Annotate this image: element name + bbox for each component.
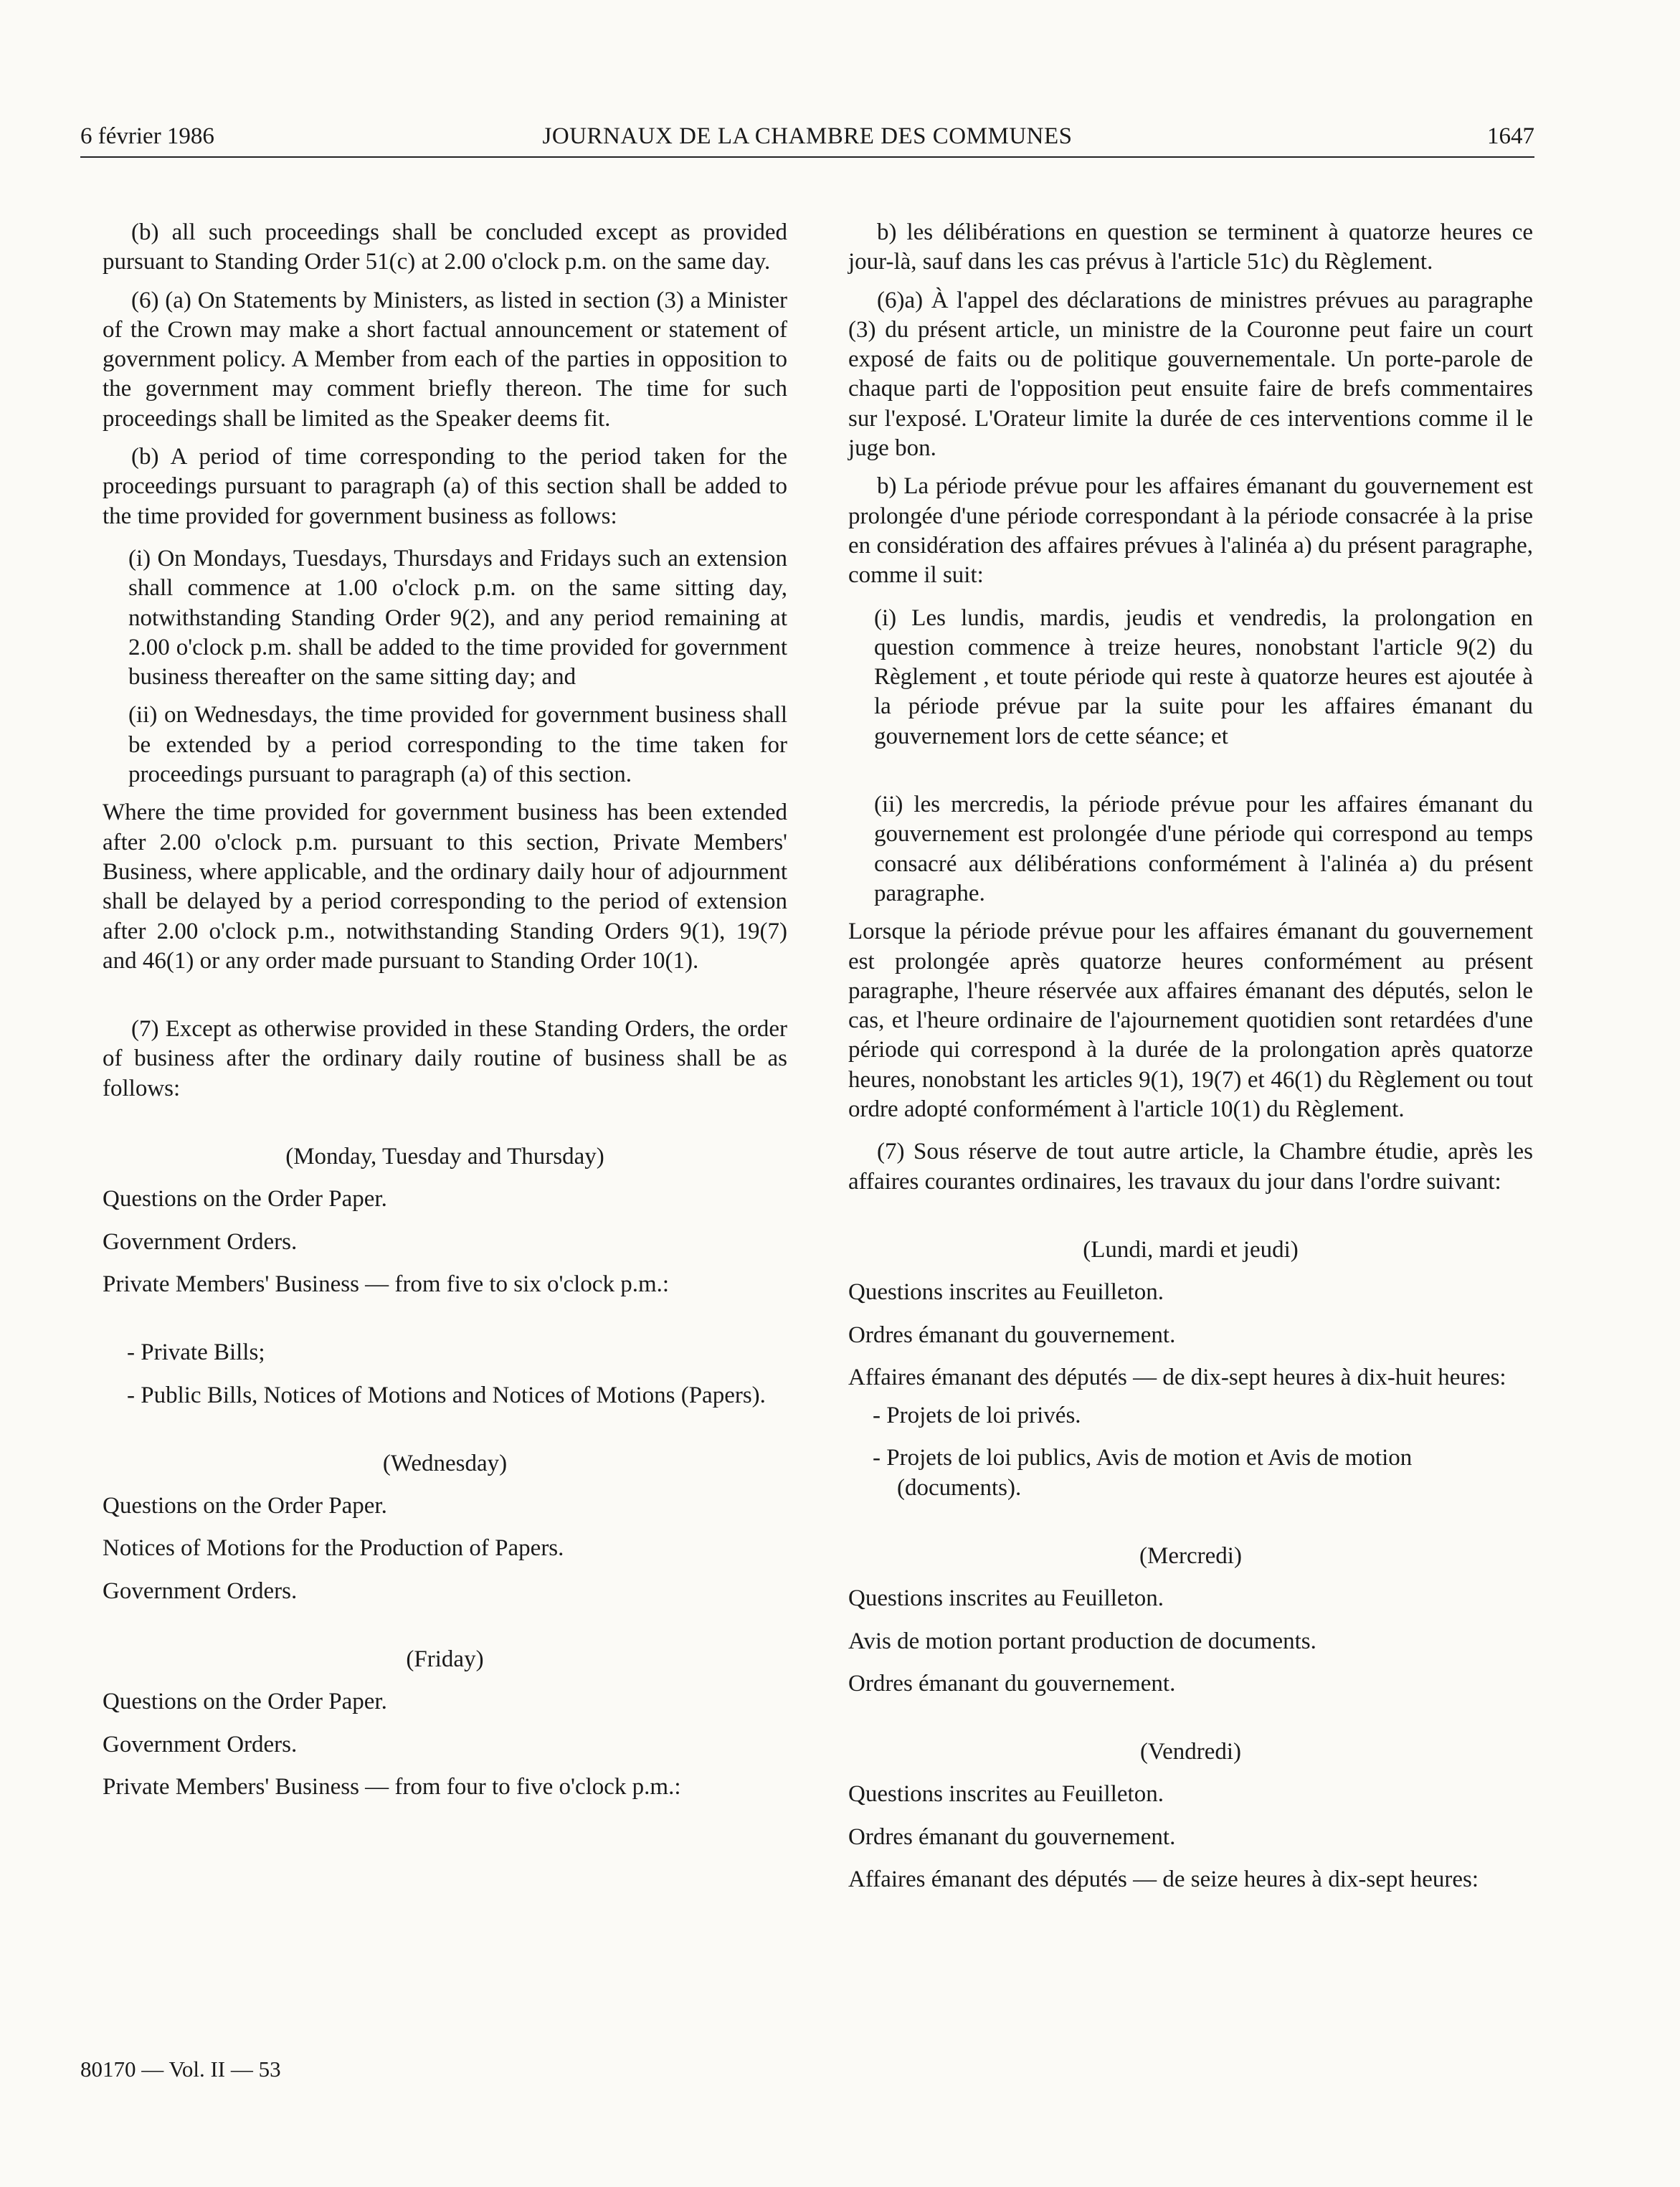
fr-para-6b: b) La période prévue pour les affaires émanant du gouvernement est prolongée d'une période correspondant à la période consacrée à la prise en considération des affaires prévues à l'alinéa a) du présent paragraphe, comme il suit:	[848, 473, 1533, 589]
en-friday-private-members: Private Members' Business — from four to five o'clock p.m.:	[103, 1773, 681, 1800]
en-para-b-concluded: (b) all such proceedings shall be concluded except as provided pursuant to Standing Order 51(c) at 2.00 o'clock p.m. on the same day.	[103, 219, 787, 275]
en-wednesday-government: Government Orders.	[103, 1578, 298, 1604]
fr-wednesday-government: Ordres émanant du gouvernement.	[848, 1670, 1176, 1697]
fr-para-lorsque: Lorsque la période prévue pour les affaires émanant du gouvernement est prolongée après quatorze heures conformément au présent paragraphe, l'heure réservée aux affaires émanant des députés, selon le cas, et l'heure ordinaire de l'ajournement quotidien sont retardées d'une période qui correspond à la durée de la prolongation après quatorze heures, nonobstant les articles 9(1), 19(7) et 46(1) du Règlement ou tout ordre adopté conformément à l'article 10(1) du Règlement.	[848, 919, 1533, 1123]
en-para-6b: (b) A period of time corresponding to the period taken for the proceedings pursuant to paragraph (a) of this section shall be added to the time provided for government business as follows:	[103, 444, 787, 529]
fr-para-6b-ii: (ii) les mercredis, la période prévue pour les affaires émanant du gouvernement est prolongée d'une période qui correspond au temps consacré aux délibérations conformément à l'alinéa a) du présent paragraphe.	[874, 792, 1533, 906]
en-monday-heading: (Monday, Tuesday and Thursday)	[285, 1144, 604, 1170]
fr-wednesday-questions: Questions inscrites au Feuilleton.	[848, 1585, 1164, 1612]
en-monday-government: Government Orders.	[103, 1228, 298, 1255]
en-monday-public-bills: - Public Bills, Notices of Motions and Notices of Motions (Papers).	[127, 1382, 766, 1408]
en-wednesday-notices: Notices of Motions for the Production of Papers.	[103, 1535, 564, 1562]
en-para-6a: (6) (a) On Statements by Ministers, as listed in section (3) a Minister of the Crown may make a short factual announcement or statement of government policy. A Member from each of the parties in opposition to the government may comment briefly thereon. The time for such proceedings shall be limited as the Speaker deems fit.	[103, 287, 787, 432]
fr-para-7: (7) Sous réserve de tout autre article, la Chambre étudie, après les affaires courantes ordinaires, les travaux du jour dans l'ordre suivant:	[848, 1139, 1533, 1195]
en-para-where: Where the time provided for government business has been extended after 2.00 o'clock p.m. pursuant to this section, Private Members' Business, where applicable, and the ordinary daily hour of adjournment shall be delayed by a period corresponding to the period of extension after 2.00 o'clock p.m., notwithstanding Standing Orders 9(1), 19(7) and 46(1) or any order made pursuant to Standing Order 10(1).	[103, 800, 787, 974]
fr-monday-government: Ordres émanant du gouvernement.	[848, 1322, 1176, 1348]
en-wednesday-questions: Questions on the Order Paper.	[103, 1493, 387, 1519]
header-date: 6 février 1986	[80, 123, 214, 149]
fr-monday-public-bills: - Projets de loi publics, Avis de motion et Avis de motion (documents).	[873, 1445, 1413, 1501]
fr-friday-private-members: Affaires émanant des députés — de seize heures à dix-sept heures:	[848, 1866, 1479, 1893]
en-friday-questions: Questions on the Order Paper.	[103, 1689, 387, 1715]
fr-friday-government: Ordres émanant du gouvernement.	[848, 1823, 1176, 1850]
french-column	[848, 218, 1533, 1894]
en-para-6b-ii: (ii) on Wednesdays, the time provided for government business shall be extended by a period corresponding to the time taken for proceedings pursuant to paragraph (a) of this section.	[128, 702, 787, 788]
en-monday-questions: Questions on the Order Paper.	[103, 1186, 387, 1213]
fr-para-6a: (6)a) À l'appel des déclarations de ministres prévues au paragraphe (3) du présent article, un ministre de la Couronne peut faire un court exposé de faits ou de politique gouvernementale. Un porte-parole de chaque parti de l'opposition peut ensuite faire de brefs commentaires sur l'exposé. L'Orateur limite la durée de ces interventions comme il le juge bon.	[848, 287, 1533, 462]
fr-wednesday-heading: (Mercredi)	[1139, 1542, 1242, 1569]
en-monday-private-members: Private Members' Business — from five to six o'clock p.m.:	[103, 1271, 670, 1297]
page-number: 1647	[1487, 123, 1534, 149]
en-para-6b-i: (i) On Mondays, Tuesdays, Thursdays and Fridays such an extension shall commence at 1.00 o'clock p.m. on the same sitting day, notwithstanding Standing Order 9(2), and any period remaining at 2.00 o'clock p.m. shall be added to the time provided for government business thereafter on the same sitting day; and	[128, 545, 787, 691]
page-footer: 80170 — Vol. II — 53	[80, 2056, 281, 2082]
fr-wednesday-notices: Avis de motion portant production de documents.	[848, 1628, 1316, 1654]
english-column	[103, 218, 787, 1802]
fr-para-6b-i: (i) Les lundis, mardis, jeudis et vendredis, la prolongation en question commence à treize heures, nonobstant l'article 9(2) du Règlement , et toute période qui reste à quatorze heures est ajoutée à la période prévue par la suite pour les affaires émanant du gouvernement lors de cette séance; et	[874, 604, 1533, 749]
fr-para-b: b) les délibérations en question se terminent à quatorze heures ce jour-là, sauf dans les cas prévus à l'article 51c) du Règlement.	[848, 219, 1533, 275]
fr-friday-questions: Questions inscrites au Feuilleton.	[848, 1781, 1164, 1808]
en-friday-government: Government Orders.	[103, 1731, 298, 1757]
fr-monday-heading: (Lundi, mardi et jeudi)	[1083, 1236, 1299, 1263]
header-title: JOURNAUX DE LA CHAMBRE DES COMMUNES	[542, 123, 1073, 149]
en-monday-private-bills: - Private Bills;	[127, 1339, 265, 1366]
fr-monday-private-bills: - Projets de loi privés.	[873, 1403, 1081, 1429]
page-header	[80, 119, 1534, 158]
fr-monday-questions: Questions inscrites au Feuilleton.	[848, 1279, 1164, 1306]
en-para-7: (7) Except as otherwise provided in these Standing Orders, the order of business after the ordinary daily routine of business shall be as follows:	[103, 1016, 787, 1101]
en-wednesday-heading: (Wednesday)	[382, 1450, 508, 1476]
en-friday-heading: (Friday)	[406, 1646, 484, 1672]
fr-monday-private-members: Affaires émanant des députés — de dix-sept heures à dix-huit heures:	[848, 1364, 1506, 1390]
fr-friday-heading: (Vendredi)	[1139, 1739, 1242, 1765]
